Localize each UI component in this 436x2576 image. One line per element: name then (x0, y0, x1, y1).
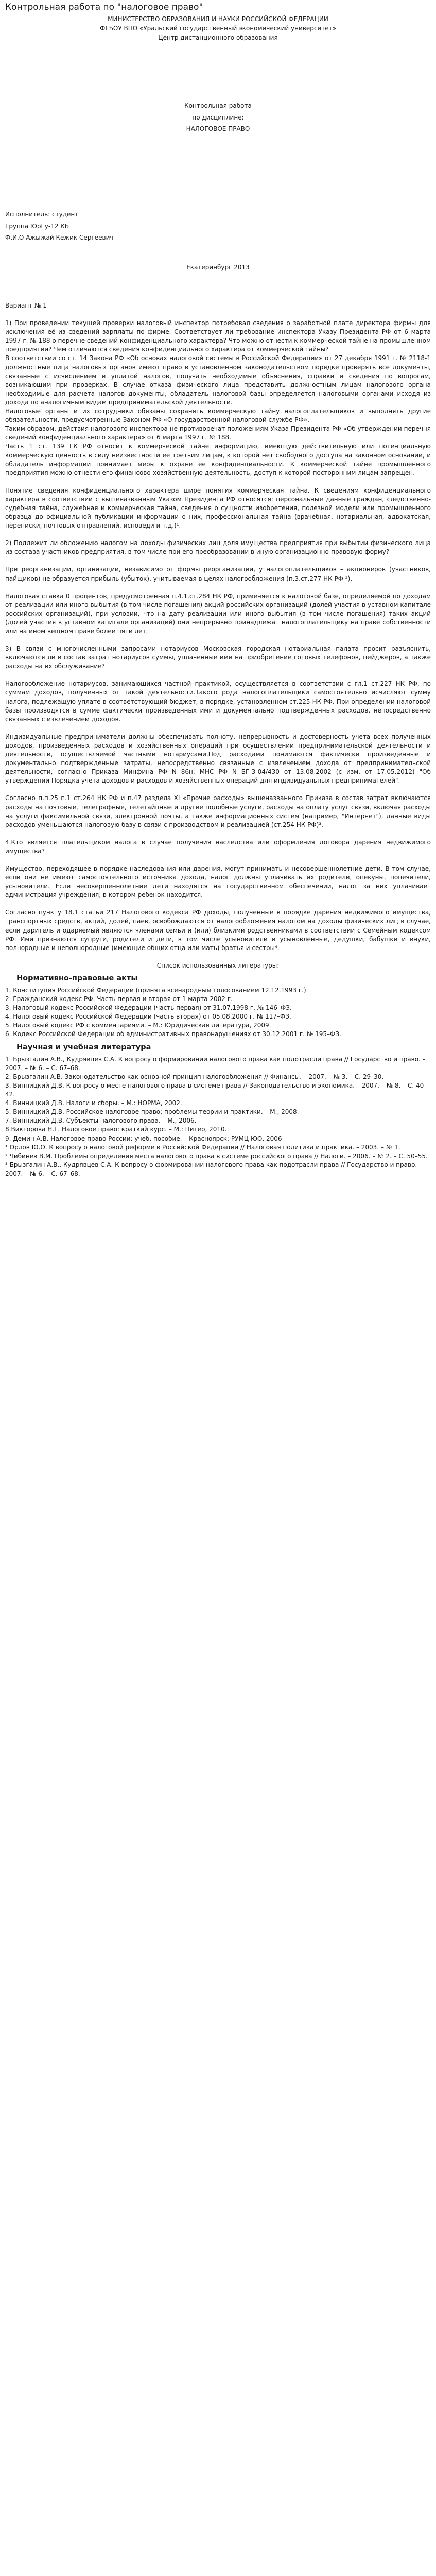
variant-label: Вариант № 1 (5, 302, 47, 309)
center-line: Центр дистанционного образования (158, 34, 278, 41)
answer-paragraph: Таким образом, действия налогового инспектора не противоречат положениям Указа Президента РФ «Об утверждении перечня сведений конфиденциального характера» от 6 марта 1997 г. № 188. (5, 425, 431, 442)
question-2: 2) Подлежит ли обложению налогом на доходы физических лиц доля имущества предприятия при выбытии физического лица из состава участников предприятия, в том числе при его преобразовании в иную организационно-правовую форму? (5, 539, 431, 556)
reference-item: 1. Брызгалин А.В., Кудрявцев С.А. К вопросу о формировании налогового права как подотрасли права // Государство и право. – 2007. – № 6. – С. 67–68. (5, 1055, 426, 1072)
references-legal-acts (5, 986, 431, 1039)
reference-item: 1. Конституция Российской Федерации (принята всенародным голосованием 12.12.1993 г.) (5, 987, 306, 994)
answer-paragraph: Налоговая ставка 0 процентов, предусмотренная п.4.1.ст.284 НК РФ, применяется к налоговой базе, определяемой по доходам от реализации или иного выбытия (в том числе погашения) акций российских организаций (долей участия в уставном капитале российских организаций), при условии, что на дату реализации или иного выбытия (в том числе погашения) таких акций (долей участия в уставном капитале организаций) они непрерывно принадлежат налогоплательщику на праве собственности или на ином вещном праве более пяти лет. (5, 592, 431, 635)
answer-paragraph: Понятие сведения конфиденциального характера шире понятия коммерческая тайна. К сведениям конфиденциального характера в соответствии с вышеназванным Указом Президента РФ относятся: персональные данные граждан, следственно-судебная тайна, служебная и коммерческая тайна, сведения о сущности изобретения, полезной модели или промышленного образца до официальной публикации информации о них, профессиональная тайна (врачебная, нотариальная, адвокатская, переписки, почтовых отправлений, исповеди и т.д.)¹. (5, 486, 431, 530)
student-name: Ф.И.О Ажыжай Кежик Сергеевич (5, 234, 114, 241)
reference-item: 2. Брызгалин А.В. Законодательство как основной принцип налогообложения // Финансы. – 2007. – № 3. – С. 29–30. (5, 1073, 384, 1080)
group-line: Группа ЮрГу-12 КБ (5, 223, 69, 230)
question-4: 4.Кто является плательщиком налога в случае получения наследства или оформления договора дарения недвижимого имущества? (5, 838, 431, 855)
answer-paragraph: Согласно пункту 18.1 статьи 217 Налогового кодекса РФ доходы, полученные в порядке дарения недвижимого имущества, транспортных средств, акций, долей, паев, освобождаются от налогообложения налогом на доходы физических лиц в случае, если даритель и одаряемый являются членами семьи и (или) близкими родственниками в соответствии с Семейным кодексом РФ. Ими признаются супруги, родители и дети, в том числе усыновители и усыновленные, дедушки, бабушки и внуки, полнородные и неполнородные (имеющие общих отца или мать) братья и сестры⁴. (5, 909, 431, 952)
references-literature (5, 1055, 431, 1143)
ministry-line: МИНИСТЕРСТВО ОБРАЗОВАНИЯ И НАУКИ РОССИЙСКОЙ ФЕДЕРАЦИИ (108, 15, 328, 23)
answer-paragraph: Часть 1 ст. 139 ГК РФ относит к коммерческой тайне информацию, имеющую действительную или потенциальную коммерческую ценность в силу неизвестности ее третьим лицам, к которой нет свободного доступа на законном основании, и обладатель информации принимает меры к охране ее конфиденциальности. К коммерческой тайне промышленного предприятия можно отнести его финансово-хозяйственную деятельность, доступ к которой посторонним лицам запрещен. (5, 443, 431, 477)
answer-paragraph: В соответствии со ст. 14 Закона РФ «Об основах налоговой системы в Российской Федерации» от 27 декабря 1991 г. № 2118-1 должностные лица налоговых органов имеют право в установленном законодательством порядке проверять все документы, связанные с исчислением и уплатой налогов, получать необходимые объяснения, справки и сведения по вопросам, возникающим при проверках. В случае отказа физического лица представить должностным лицам налогового органа необходимые для расчета налогов документы, обладатель налоговой базы определяется налоговыми органами исходя из дохода по аналогичным видам предпринимательской деятельности. (5, 354, 431, 406)
reference-item: 4. Налоговый кодекс Российской Федерации (часть вторая) от 05.08.2000 г. № 117–ФЗ. (5, 1013, 291, 1021)
reference-item: 6. Кодекс Российской Федерации об административных правонарушениях от 30.12.2001 г. № 195–ФЗ. (5, 1030, 341, 1038)
executor-line: Исполнитель: студент (5, 211, 79, 218)
footnote: ² Чибинев В.М. Проблемы определения места налогового права в системе российского права // Налоги. – 2006. – № 2. – С. 50–55. (5, 1152, 428, 1160)
question-1: 1) При проведении текущей проверки налоговый инспектор потребовал сведения о заработной плате директора фирмы для исключения её из сведений зарплаты по фирме. Соответствует ли требование инспектора Указу Президента РФ от 6 марта 1997 г. № 188 о перечне сведений конфиденциального характера? Что можно отнести к коммерческой тайне на промышленном предприятии? Чем отличаются сведения конфиденциального характера от коммерческой тайны? (5, 319, 431, 353)
document-body (5, 301, 431, 1178)
reference-item: 4. Винницкий Д.В. Налоги и сборы. – М.: НОРМА, 2002. (5, 1099, 182, 1107)
reference-item: 3. Винницкий Д.В. К вопросу о месте налогового права в системе права // Законодательство и экономика. – 2007. – № 8. – С. 40–42. (5, 1081, 427, 1098)
reference-item: 7. Винницкий Д.В. Субъекты налогового права. – М., 2006. (5, 1117, 197, 1125)
reference-item: 9. Демин А.В. Налоговое право России: учеб. пособие. – Красноярск: РУМЦ ЮО, 2006 (5, 1134, 282, 1142)
document-title: Контрольная работа по "налоговое право" (5, 2, 203, 12)
answer-paragraph: Налогообложение нотариусов, занимающихся частной практикой, осуществляется в соответствии с гл.1 ст.227 НК РФ, по суммам доходов, полученных от такой деятельности.Такого рода налогоплательщики самостоятельно исчисляют сумму налога, подлежащую уплате в соответствующий бюджет, в порядке, установленном ст.225 НК РФ. При определении налоговой базы производятся в сумме фактически произведенных ими и документально подтвержденных расходов, непосредственно связанных с извлечением доходов. (5, 680, 431, 723)
footnote: ¹ Орлов Ю.О. К вопросу о налоговой реформе в Российской Федерации // Налоговая политика и практика. – 2003. – № 1. (5, 1143, 400, 1151)
question-3: 3) В связи с многочисленными запросами нотариусов Московская городская нотариальная палата просит разъяснить, включаются ли в состав затрат нотариусов суммы, уплаченные ими на приобретение сотовых телефонов, пейджеров, а также расходы на их обслуживание? (5, 645, 431, 670)
answer-paragraph: Индивидуальные предприниматели должны обеспечивать полноту, непрерывность и достоверность учета всех полученных доходов, произведенных расходов и хозяйственных операций при осуществлении предпринимательской деятельности и деятельности, осуществляемой частными нотариусами.Под расходами понимаются фактически произведенные и документально подтвержденные затраты, непосредственно связанные с извлечением дохода от предпринимательской деятельности, согласно Приказа Минфина РФ N 86н, МНС РФ N БГ-3-04/430 от 13.08.2002 (с изм. от 17.05.2012) "Об утверждении Порядка учета доходов и расходов и хозяйственных операций для индивидуальных предпринимателей". (5, 733, 431, 785)
discipline-label: по дисциплине: (192, 114, 244, 121)
work-type: Контрольная работа (184, 102, 252, 109)
section-heading-legal-acts: Нормативно-правовые акты (16, 974, 138, 982)
answer-paragraph: Налоговые органы и их сотрудники обязаны сохранять коммерческую тайну налогоплательщиков и выполнять другие обязательности, предусмотренные Законом РФ «О государственной налоговой службе РФ». (5, 408, 431, 424)
city-year: Екатеринбург 2013 (186, 264, 250, 271)
section-heading-literature: Научная и учебная литература (16, 1043, 151, 1052)
reference-item: 2. Гражданский кодекс РФ. Часть первая и вторая от 1 марта 2002 г. (5, 995, 233, 1003)
reference-item: 5. Налоговый кодекс РФ с комментариями. – М.: Юридическая литература, 2009. (5, 1022, 271, 1029)
reference-item: 5. Винницкий Д.В. Российское налоговое право: проблемы теории и практики. – М., 2008. (5, 1108, 299, 1116)
university-line: ФГБОУ ВПО «Уральский государственный экономический университет» (100, 25, 336, 32)
reference-item: 3. Налоговый кодекс Российской Федерации (часть первая) от 31.07.1998 г. № 146–ФЗ. (5, 1004, 292, 1012)
discipline-name: НАЛОГОВОЕ ПРАВО (186, 125, 250, 132)
reference-item: 8.Викторова Н.Г. Налоговое право: краткий курс. – М.: Питер, 2010. (5, 1126, 227, 1133)
footnote: ³ Брызгалин А.В., Кудрявцев С.А. К вопросу о формировании налогового права как подотрасли права // Государство и право. – 2007. – № 6. – С. 67–68. (5, 1161, 423, 1177)
references-title: Список использованных литературы: (156, 961, 280, 969)
answer-paragraph: Согласно п.п.25 п.1 ст.264 НК РФ и п.47 раздела XI «Прочие расходы» вышеназванного Приказа в состав затрат включаются расходы на почтовые, телеграфные, телетайпные и другие подобные услуги, расходы на оплату услуг связи, включая расходы на услуги факсимильной связи, электронной почты, а также информационных систем (например, "Интернет"), данные виды расходов уменьшаются налоговую базу в связи с производством и реализацией (ст.254 НК РФ)³. (5, 794, 431, 828)
footnotes (5, 1143, 431, 1178)
answer-paragraph: При реорганизации, организации, независимо от формы реорганизации, у налогоплательщиков – акционеров (участников, пайщиков) не образуется прибыль (убыток), учитываемая в целях налогообложения (п.3.ст.277 НК РФ ²). (5, 566, 431, 582)
answer-paragraph: Имущество, переходящее в порядке наследования или дарения, могут принимать и несовершеннолетние дети. В том случае, если они не имеют самостоятельного источника дохода, налог должны уплачивать их родители, опекуны, попечители, усыновители. Если несовершеннолетние дети находятся на государственном обеспечении, налог за них уплачивает администрация учреждения, в котором ребенок находится. (5, 865, 431, 899)
